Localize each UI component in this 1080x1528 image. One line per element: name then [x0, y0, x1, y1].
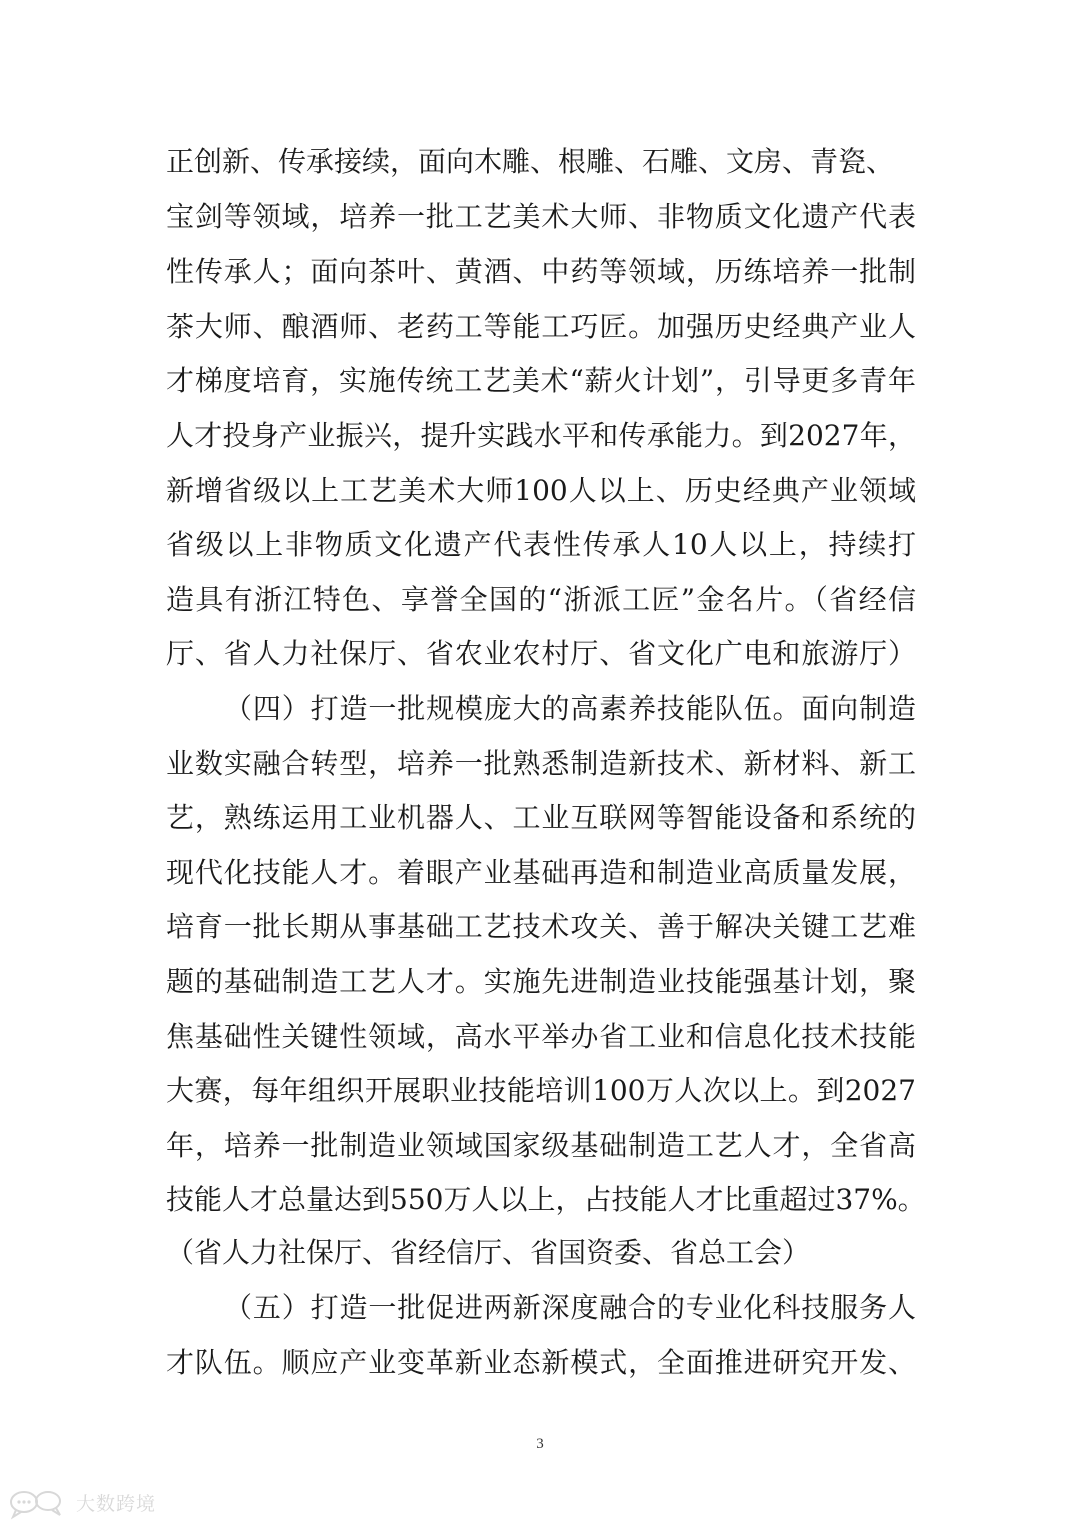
watermark-text: 大数跨境	[76, 1492, 157, 1515]
section-heading-5: （五）打造一批促进两新深度融合的专业化科技服务人	[224, 1291, 916, 1324]
text-line-9: 造具有浙江特色、享誉全国的“浙派工匠”金名片。（省经信	[166, 583, 916, 616]
text-line-8: 省级以上非物质文化遗产代表性传承人10人以上，持续打	[166, 528, 916, 561]
text-line-7: 新增省级以上工艺美术大师100人以上、历史经典产业领域	[166, 474, 916, 507]
text-line-23: 才队伍。顺应产业变革新业态新模式，全面推进研究开发、	[166, 1346, 916, 1379]
text-line-4: 茶大师、酿酒师、老药工等能工巧匠。加强历史经典产业人	[166, 310, 916, 343]
text-line-1: 正创新、传承接续，面向木雕、根雕、石雕、文房、青瓷、	[166, 145, 895, 178]
text-line-20: 技能人才总量达到550万人以上，占技能人才比重超过37%。	[166, 1183, 926, 1216]
text-line-12: 业数实融合转型，培养一批熟悉制造新技术、新材料、新工	[166, 747, 916, 780]
text-line-15: 培育一批长期从事基础工艺技术攻关、善于解决关键工艺难	[166, 910, 916, 943]
text-line-14: 现代化技能人才。着眼产业基础再造和制造业高质量发展，	[166, 856, 916, 889]
section-heading-4: （四）打造一批规模庞大的高素养技能队伍。面向制造	[224, 692, 916, 725]
text-line-18: 大赛，每年组织开展职业技能培训100万人次以上。到2027	[166, 1074, 916, 1107]
page-number: 3	[536, 1436, 544, 1452]
text-line-2: 宝剑等领域，培养一批工艺美术大师、非物质文化遗产代表	[166, 200, 916, 233]
text-line-13: 艺，熟练运用工业机器人、工业互联网等智能设备和系统的	[166, 801, 916, 834]
chat-bubbles-logo-icon	[6, 1484, 72, 1520]
text-line-10: 厅、省人力社保厅、省农业农村厅、省文化广电和旅游厅）	[166, 637, 916, 670]
text-line-5: 才梯度培育，实施传统工艺美术“薪火计划”，引导更多青年	[166, 364, 916, 397]
watermark	[6, 1484, 156, 1520]
text-line-19: 年，培养一批制造业领域国家级基础制造工艺人才，全省高	[166, 1129, 916, 1162]
text-line-6: 人才投身产业振兴，提升实践水平和传承能力。到2027年，	[166, 419, 916, 452]
text-line-17: 焦基础性关键性领域，高水平举办省工业和信息化技术技能	[166, 1020, 916, 1053]
text-line-3: 性传承人；面向茶叶、黄酒、中药等领域，历练培养一批制	[166, 255, 916, 288]
text-line-16: 题的基础制造工艺人才。实施先进制造业技能强基计划，聚	[166, 965, 916, 998]
text-line-21: （省人力社保厅、省经信厅、省国资委、省总工会）	[166, 1236, 811, 1269]
